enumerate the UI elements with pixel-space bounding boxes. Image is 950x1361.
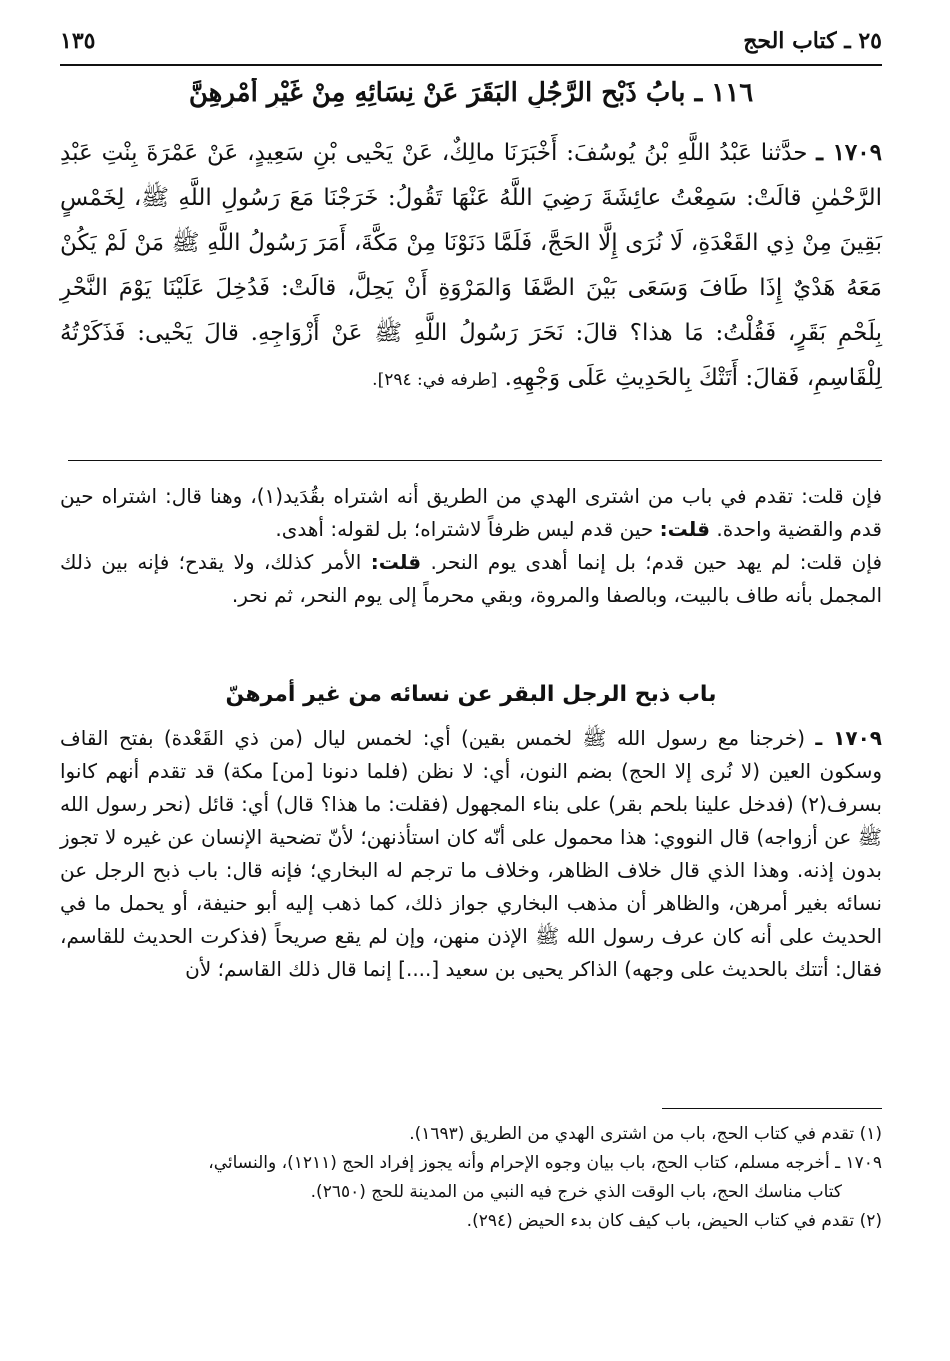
footnote: كتاب مناسك الحج، باب الوقت الذي خرج فيه النبي من المدينة للحج (٢٦٥٠). bbox=[310, 1182, 842, 1202]
commentary-paragraph bbox=[60, 722, 882, 986]
commentary-heading: باب ذبح الرجل البقر عن نسائه من غير أمرهنّ bbox=[225, 682, 717, 707]
footnote-divider bbox=[662, 1108, 882, 1109]
hadith-text bbox=[60, 130, 882, 403]
hadith-number: ١٧٠٩ ـ bbox=[816, 139, 882, 166]
commentary-text: فإن قلت: تقدم في باب من اشترى الهدي من الطريق أنه اشتراه بقُدَيد(١)، وهنا قال: اشتراه حين قدم والقضية واحدة. bbox=[60, 484, 882, 541]
commentary-number: ١٧٠٩ ـ bbox=[815, 726, 882, 750]
commentary-text: الأمر كذلك، ولا يقدح؛ فإنه بين ذلك المجمل بأنه طاف بالبيت، وبالصفا والمروة، وبقي محرماً إلى يوم النحر، ثم نحر. bbox=[60, 550, 882, 607]
commentary-block bbox=[60, 480, 882, 612]
commentary-text: حين قدم ليس ظرفاً لاشتراه؛ بل لقوله: أهدى. bbox=[275, 517, 654, 541]
chapter-heading: ١١٦ ـ بابُ ذَبْحِ الرَّجُلِ البَقَرَ عَنْ نِسَائِهِ مِنْ غَيْرِ أَمْرِهِنَّ bbox=[188, 78, 754, 108]
chapter-title: ٢٥ ـ كتاب الحج bbox=[743, 28, 882, 54]
hadith-cross-reference: [طرفه في: ٢٩٤]. bbox=[372, 370, 498, 390]
commentary-paragraph bbox=[60, 480, 882, 546]
running-header bbox=[60, 18, 882, 66]
footnotes bbox=[60, 1120, 882, 1236]
footnote: (٢) تقدم في كتاب الحيض، باب كيف كان بدء الحيض (٢٩٤). bbox=[466, 1211, 882, 1231]
commentary-text: فإن قلت: لم يهد حين قدم؛ بل إنما أهدى يوم النحر. bbox=[430, 550, 883, 574]
page-number: ١٣٥ bbox=[60, 28, 96, 54]
commentary-answer-label: قلت: bbox=[659, 517, 711, 541]
commentary-answer-label: قلت: bbox=[370, 550, 422, 574]
hadith-body: حدَّثنا عَبْدُ اللَّهِ بْنُ يُوسُفَ: أَخْبَرَنَا مالِكٌ، عَنْ يَحْيى بْنِ سَعِيدٍ، عَنْ عَمْرَةَ بِنْتِ عَبْدِ الرَّحْمٰنِ قالَتْ: سَمِعْتُ عائِشَةَ رَضِيَ اللَّهُ عَنْهَا تَقُولُ: خَرَجْنَا مَعَ رَسُولِ اللَّهِ ﷺ، لِخَمْسٍ بَقِينَ مِنْ ذِي القَعْدَةِ، لَا نُرَى إِلَّا الحَجَّ، فَلَمَّا دَنَوْنَا مِنْ مَكَّةَ، أَمَرَ رَسُولُ اللَّهِ ﷺ مَنْ لَمْ يَكُنْ مَعَهُ هَدْيٌ إِذَا طَافَ وَسَعَى بَيْنَ الصَّفَا وَالمَرْوَةِ أَنْ يَحِلَّ، قالَتْ: فَدُخِلَ عَلَيْنَا يَوْمَ النَّحْرِ بِلَحْمِ بَقَرٍ، فَقُلْتُ: مَا هذا؟ قالَ: نَحَرَ رَسُولُ اللَّهِ ﷺ عَنْ أَزْوَاجِهِ. قالَ يَحْيى: فَذَكَرْتُهُ لِلْقَاسِمِ، فَقالَ: أَتَتْكَ بِالحَدِيثِ عَلَى وَجْهِهِ. bbox=[60, 140, 882, 391]
section-divider bbox=[68, 460, 882, 461]
commentary-text: (خرجنا مع رسول الله ﷺ لخمس بقين) أي: لخمس ليال (من ذي القَعْدة) بفتح القاف وسكون العين (لا نُرى إلا الحج) بضم النون، أي: لا نظن (فلما دنونا [من] مكة) قد تقدم أنهم كانوا بسرف(٢) (فدخل علينا بلحم بقر) على بناء المجهول (فقلت: ما هذا؟ قال) أي: قائل (نحر رسول الله ﷺ عن أزواجه) قال النووي: هذا محمول على أنّه كان استأذنهن؛ لأنّ تضحية الإنسان عن غيره لا تجوز بدون إذنه. وهذا الذي قال خلاف الظاهر، وخلاف ما ترجم له البخاري؛ فإنه قال: باب ذبح الرجل عن نسائه بغير أمرهن، والظاهر أن مذهب البخاري جواز ذلك، كما ذهب إليه أبو حنيفة، أو يحمل ما في الحديث على أنه كان عرف رسول الله ﷺ الإذن منهن، وإن لم يقع صريحاً (فذكرت الحديث للقاسم، فقال: أتتك بالحديث على وجهه) الذاكر يحيى بن سعيد [....] إنما قال ذلك القاسم؛ لأن bbox=[60, 726, 882, 981]
footnote: ١٧٠٩ ـ أخرجه مسلم، كتاب الحج، باب بيان وجوه الإحرام وأنه يجوز إفراد الحج (١٢١١)، والنسائي، bbox=[208, 1153, 882, 1173]
commentary-block-2 bbox=[60, 722, 882, 986]
commentary-paragraph bbox=[60, 546, 882, 612]
footnote: (١) تقدم في كتاب الحج، باب من اشترى الهدي من الطريق (١٦٩٣). bbox=[409, 1124, 882, 1144]
